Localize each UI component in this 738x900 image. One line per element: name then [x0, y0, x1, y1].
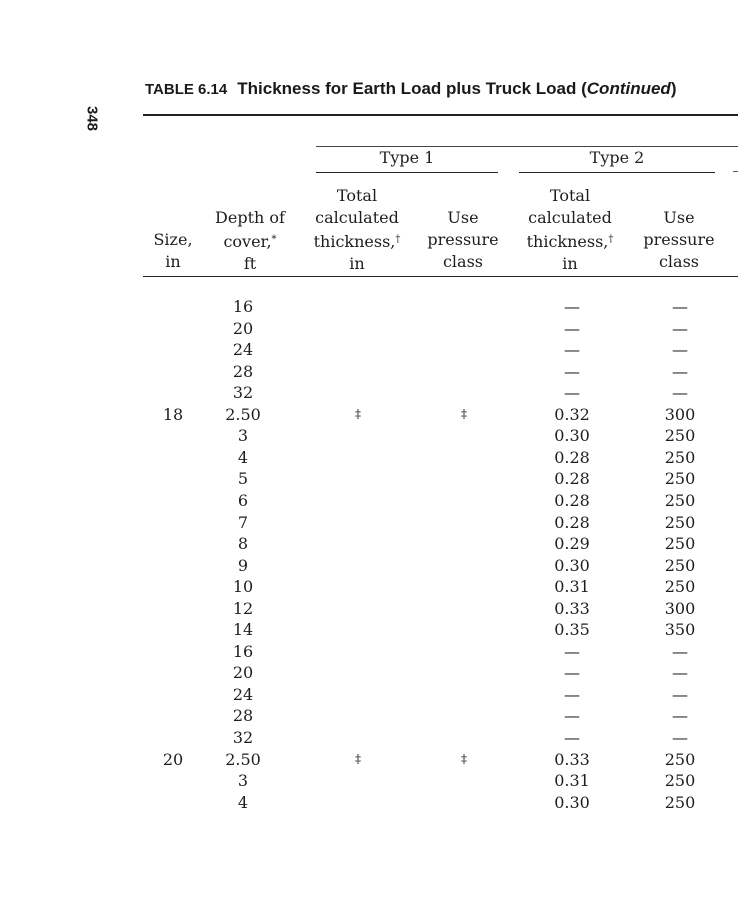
cell-t2-thickness: —: [564, 663, 580, 683]
cell-t2-thickness: —: [564, 728, 580, 747]
cell-t2-thickness: 0.28: [554, 490, 590, 510]
cell-t2-pressure: 300: [664, 598, 696, 618]
cell-t1-thickness: ‡: [355, 751, 361, 766]
cell-t2-thickness: 0.28: [554, 447, 590, 467]
cell-t2-pressure: —: [672, 684, 688, 704]
cell-t2-thickness: —: [564, 297, 580, 316]
depth-header-line3: ft: [243, 254, 257, 273]
depth-column-header: [203, 207, 297, 275]
cell-t2-thickness: 0.30: [554, 792, 590, 812]
edge-tick: [733, 171, 738, 172]
cell-t2-thickness: —: [564, 361, 580, 381]
cell-t2-pressure: 250: [664, 534, 696, 554]
cell-depth: 5: [237, 469, 249, 489]
t1-thickness-header-line1: Total: [336, 186, 378, 205]
t1-pressure-column-header: [417, 207, 509, 273]
t2-pressure-header-line1: Use: [663, 208, 695, 227]
t2-thickness-column-header: [511, 185, 629, 275]
size-header-line2: in: [165, 252, 181, 271]
cell-t1-thickness: ‡: [355, 406, 361, 421]
cell-depth: 14: [232, 620, 254, 640]
cell-t2-thickness: —: [564, 706, 580, 726]
cell-depth: 6: [237, 490, 249, 510]
cell-depth: 32: [232, 728, 254, 747]
cell-t2-pressure: 250: [664, 447, 696, 467]
cell-t2-thickness: 0.32: [554, 404, 590, 424]
cell-depth: 3: [237, 426, 249, 446]
caption-open-paren: (: [581, 79, 587, 98]
type2-group-header: Type 2: [589, 148, 645, 167]
cell-depth: 20: [232, 663, 254, 683]
t1-thickness-header-line2: calculated: [315, 208, 399, 227]
cell-depth: 24: [232, 684, 254, 704]
cell-t2-pressure: 300: [664, 404, 696, 424]
depth-header-line2: cover,*: [223, 232, 277, 251]
table-caption: [145, 79, 677, 99]
cell-depth: 12: [232, 598, 254, 618]
cell-t2-thickness: 0.31: [554, 577, 590, 597]
cell-t2-thickness: 0.33: [554, 749, 590, 769]
asterisk-footnote-mark: *: [271, 234, 277, 245]
type1-group-rule: [316, 172, 498, 173]
cell-t2-pressure: 250: [664, 512, 696, 532]
cell-t2-pressure: 250: [664, 490, 696, 510]
cell-t2-thickness: —: [564, 340, 580, 360]
t2-thickness-header-line1: Total: [549, 186, 591, 205]
cell-depth: 24: [232, 340, 254, 360]
cell-t2-thickness: —: [564, 641, 580, 661]
cell-t2-pressure: 350: [664, 620, 696, 640]
cell-depth: 4: [237, 792, 249, 812]
depth-header-line1: Depth of: [215, 208, 285, 227]
cell-t2-thickness: 0.28: [554, 512, 590, 532]
cell-depth: 4: [237, 447, 249, 467]
cell-depth: 20: [232, 318, 254, 338]
t1-thickness-header-line3: thickness,†: [313, 232, 401, 251]
t1-pressure-header-line3: class: [442, 252, 484, 271]
type1-group-header: Type 1: [379, 148, 435, 167]
cell-t2-thickness: —: [564, 318, 580, 338]
header-bottom-rule: [143, 276, 738, 277]
cell-t2-thickness: 0.28: [554, 469, 590, 489]
cell-depth: 32: [232, 383, 254, 403]
size-header-line1: Size,: [153, 230, 193, 249]
cell-t2-pressure: 250: [664, 771, 696, 791]
cell-depth: 7: [237, 512, 249, 532]
cell-t2-pressure: —: [672, 361, 688, 381]
caption-rule: [143, 114, 738, 116]
cell-t2-thickness: —: [564, 684, 580, 704]
page-number: 348: [83, 105, 101, 132]
t1-pressure-header-line1: Use: [447, 208, 479, 227]
cell-t2-thickness: 0.33: [554, 598, 590, 618]
cell-depth: 9: [237, 555, 249, 575]
dagger-footnote-mark: †: [395, 234, 401, 245]
continued-label: Continued: [586, 79, 671, 98]
t2-thickness-header-line3: thickness,†: [526, 232, 614, 251]
cell-depth: 2.50: [225, 749, 261, 769]
cell-depth: 16: [232, 641, 254, 661]
cell-depth: 3: [237, 771, 249, 791]
t2-pressure-column-header: [632, 207, 726, 273]
cell-t2-pressure: 250: [664, 749, 696, 769]
cell-depth: 2.50: [225, 404, 261, 424]
cell-t2-pressure: 250: [664, 469, 696, 489]
cell-t2-pressure: —: [672, 706, 688, 726]
cell-t2-thickness: 0.30: [554, 555, 590, 575]
cell-depth: 28: [232, 706, 254, 726]
t2-pressure-header-line2: pressure: [643, 230, 715, 249]
cell-t2-thickness: 0.29: [554, 534, 590, 554]
table-label: TABLE 6.14: [145, 81, 228, 98]
cell-t2-thickness: 0.30: [554, 426, 590, 446]
cell-depth: 10: [232, 577, 254, 597]
cell-depth: 28: [232, 361, 254, 381]
cell-t2-pressure: —: [672, 318, 688, 338]
type2-group-rule: [519, 172, 715, 173]
cell-t2-pressure: —: [672, 297, 688, 316]
cell-t2-pressure: 250: [664, 577, 696, 597]
cell-t2-pressure: —: [672, 641, 688, 661]
t2-thickness-header-line2: calculated: [528, 208, 612, 227]
t1-thickness-header-line4: in: [349, 254, 365, 273]
cell-t2-thickness: —: [564, 383, 580, 403]
cell-t2-pressure: 250: [664, 792, 696, 812]
t2-pressure-header-line3: class: [658, 252, 700, 271]
cell-size: 18: [162, 404, 184, 424]
cell-t2-thickness: 0.35: [554, 620, 590, 640]
top-rule: [316, 146, 738, 147]
cell-t2-pressure: —: [672, 383, 688, 403]
cell-t2-pressure: —: [672, 663, 688, 683]
cell-t2-pressure: —: [672, 728, 688, 747]
cell-t1-pressure: ‡: [461, 406, 467, 421]
cell-size: 20: [162, 749, 184, 769]
cell-t2-pressure: 250: [664, 426, 696, 446]
t2-thickness-header-line4: in: [562, 254, 578, 273]
t1-thickness-column-header: [297, 185, 417, 275]
cell-t2-thickness: 0.31: [554, 771, 590, 791]
cell-depth: 16: [232, 297, 254, 316]
cell-depth: 8: [237, 534, 249, 554]
size-column-header: [143, 229, 203, 273]
dagger-footnote-mark: †: [608, 234, 614, 245]
cell-t2-pressure: 250: [664, 555, 696, 575]
t1-pressure-header-line2: pressure: [427, 230, 499, 249]
table-title: Thickness for Earth Load plus Truck Load: [237, 79, 577, 98]
cell-t2-pressure: —: [672, 340, 688, 360]
caption-close-paren: ): [670, 79, 677, 98]
cell-t1-pressure: ‡: [461, 751, 467, 766]
